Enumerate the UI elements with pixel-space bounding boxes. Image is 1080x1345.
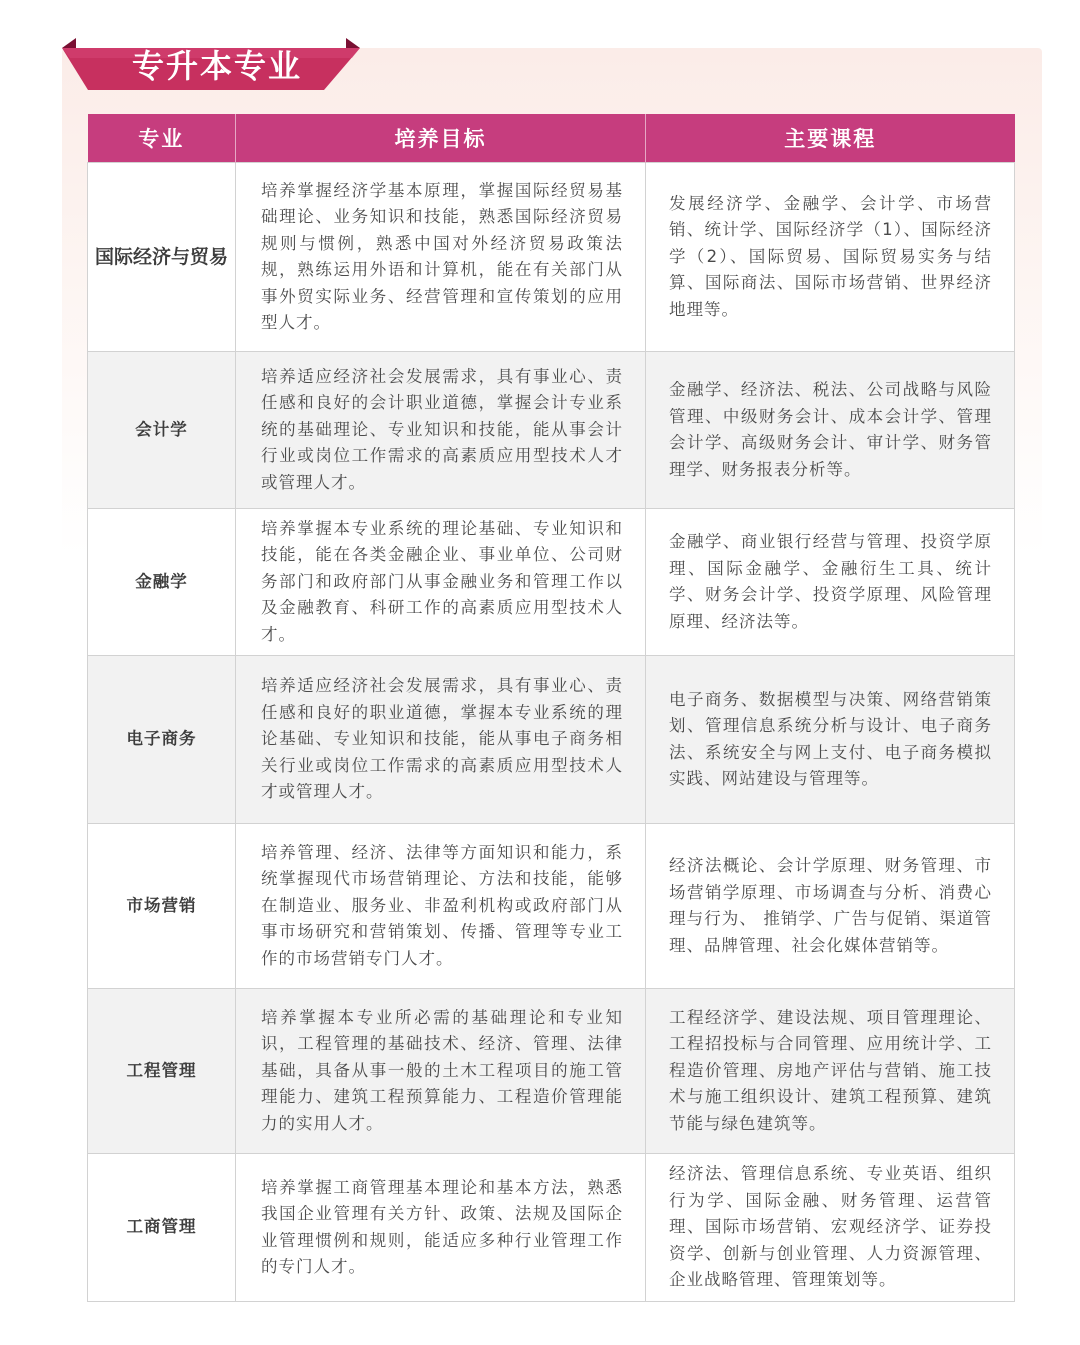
courses-text: 电子商务、数据模型与决策、网络营销策划、管理信息系统分析与设计、电子商务法、系统安全与网上支付、电子商务模拟实践、网站建设与管理等。 xyxy=(669,689,992,788)
header-objective: 培养目标 xyxy=(236,114,646,163)
table-row xyxy=(88,824,1015,989)
major-name: 电子商务 xyxy=(88,656,236,824)
table-header-row xyxy=(88,114,1015,163)
objective-text: 培养掌握经济学基本原理，掌握国际经贸易基础理论、业务知识和技能，熟悉国际经济贸易规则与惯例，熟悉中国对外经济贸易政策法规，熟练运用外语和计算机，能在有关部门从事外贸实际业务、经营管理和宣传策划的应用型人才。 xyxy=(261,180,623,332)
objective-text: 培养掌握工商管理基本理论和基本方法，熟悉我国企业管理有关方针、政策、法规及国际企业管理惯例和规则，能适应多种行业管理工作的专门人才。 xyxy=(261,1177,623,1276)
courses-text: 发展经济学、金融学、会计学、市场营销、统计学、国际经济学（1）、国际经济学（2）、国际贸易、国际贸易实务与结算、国际商法、国际市场营销、世界经济地理等。 xyxy=(669,193,992,319)
objective-cell xyxy=(236,656,646,824)
header-courses: 主要课程 xyxy=(646,114,1015,163)
courses-cell xyxy=(646,989,1015,1154)
table-row xyxy=(88,656,1015,824)
major-name: 金融学 xyxy=(88,509,236,656)
major-name: 工程管理 xyxy=(88,989,236,1154)
objective-cell xyxy=(236,1154,646,1302)
objective-cell xyxy=(236,989,646,1154)
courses-text: 经济法、管理信息系统、专业英语、组织行为学、国际金融、财务管理、运营管理、国际市场营销、宏观经济学、证券投资学、创新与创业管理、人力资源管理、企业战略管理、管理策划等。 xyxy=(669,1164,992,1290)
courses-cell xyxy=(646,824,1015,989)
majors-table xyxy=(87,114,1015,1302)
objective-text: 培养管理、经济、法律等方面知识和能力，系统掌握现代市场营销理论、方法和技能，能够在制造业、服务业、非盈利机构或政府部门从事市场研究和营销策划、传播、管理等专业工作的市场营销专门人才。 xyxy=(261,842,623,968)
courses-text: 工程经济学、建设法规、项目管理理论、工程招投标与合同管理、应用统计学、工程造价管理、房地产评估与营销、施工技术与施工组织设计、建筑工程预算、建筑节能与绿色建筑等。 xyxy=(669,1007,992,1133)
section-title: 专升本专业 xyxy=(132,47,303,85)
objective-text: 培养掌握本专业所必需的基础理论和专业知识，工程管理的基础技术、经济、管理、法律基础，具备从事一般的土木工程项目的施工管理能力、建筑工程预算能力、工程造价管理能力的实用人才。 xyxy=(261,1007,623,1133)
objective-text: 培养掌握本专业系统的理论基础、专业知识和技能，能在各类金融企业、事业单位、公司财务部门和政府部门从事金融业务和管理工作以及金融教育、科研工作的高素质应用型技术人才。 xyxy=(261,518,623,644)
table-row xyxy=(88,989,1015,1154)
table-row xyxy=(88,352,1015,509)
header-major: 专业 xyxy=(88,114,236,163)
courses-cell xyxy=(646,352,1015,509)
objective-cell xyxy=(236,824,646,989)
objective-cell xyxy=(236,352,646,509)
major-name: 工商管理 xyxy=(88,1154,236,1302)
objective-text: 培养适应经济社会发展需求，具有事业心、责任感和良好的职业道德，掌握本专业系统的理论基础、专业知识和技能，能从事电子商务相关行业或岗位工作需求的高素质应用型技术人才或管理人才。 xyxy=(261,676,623,802)
objective-cell xyxy=(236,163,646,352)
courses-cell xyxy=(646,1154,1015,1302)
courses-cell xyxy=(646,656,1015,824)
major-name: 会计学 xyxy=(88,352,236,509)
courses-text: 金融学、经济法、税法、公司战略与风险管理、中级财务会计、成本会计学、管理会计学、高级财务会计、审计学、财务管理学、财务报表分析等。 xyxy=(669,380,992,479)
table-row xyxy=(88,1154,1015,1302)
table-row xyxy=(88,509,1015,656)
table-row xyxy=(88,163,1015,352)
courses-cell xyxy=(646,163,1015,352)
major-name: 市场营销 xyxy=(88,824,236,989)
section-ribbon xyxy=(62,38,360,90)
courses-cell xyxy=(646,509,1015,656)
major-name: 国际经济与贸易 xyxy=(88,163,236,352)
courses-text: 经济法概论、会计学原理、财务管理、市场营销学原理、市场调查与分析、消费心理与行为、 推销学、广告与促销、渠道管理、品牌管理、社会化媒体营销等。 xyxy=(669,856,992,955)
objective-cell xyxy=(236,509,646,656)
objective-text: 培养适应经济社会发展需求，具有事业心、责任感和良好的会计职业道德，掌握会计专业系统的基础理论、专业知识和技能，能从事会计行业或岗位工作需求的高素质应用型技术人才或管理人才。 xyxy=(261,366,623,492)
courses-text: 金融学、商业银行经营与管理、投资学原理、国际金融学、金融衍生工具、统计学、财务会计学、投资学原理、风险管理原理、经济法等。 xyxy=(669,532,992,631)
